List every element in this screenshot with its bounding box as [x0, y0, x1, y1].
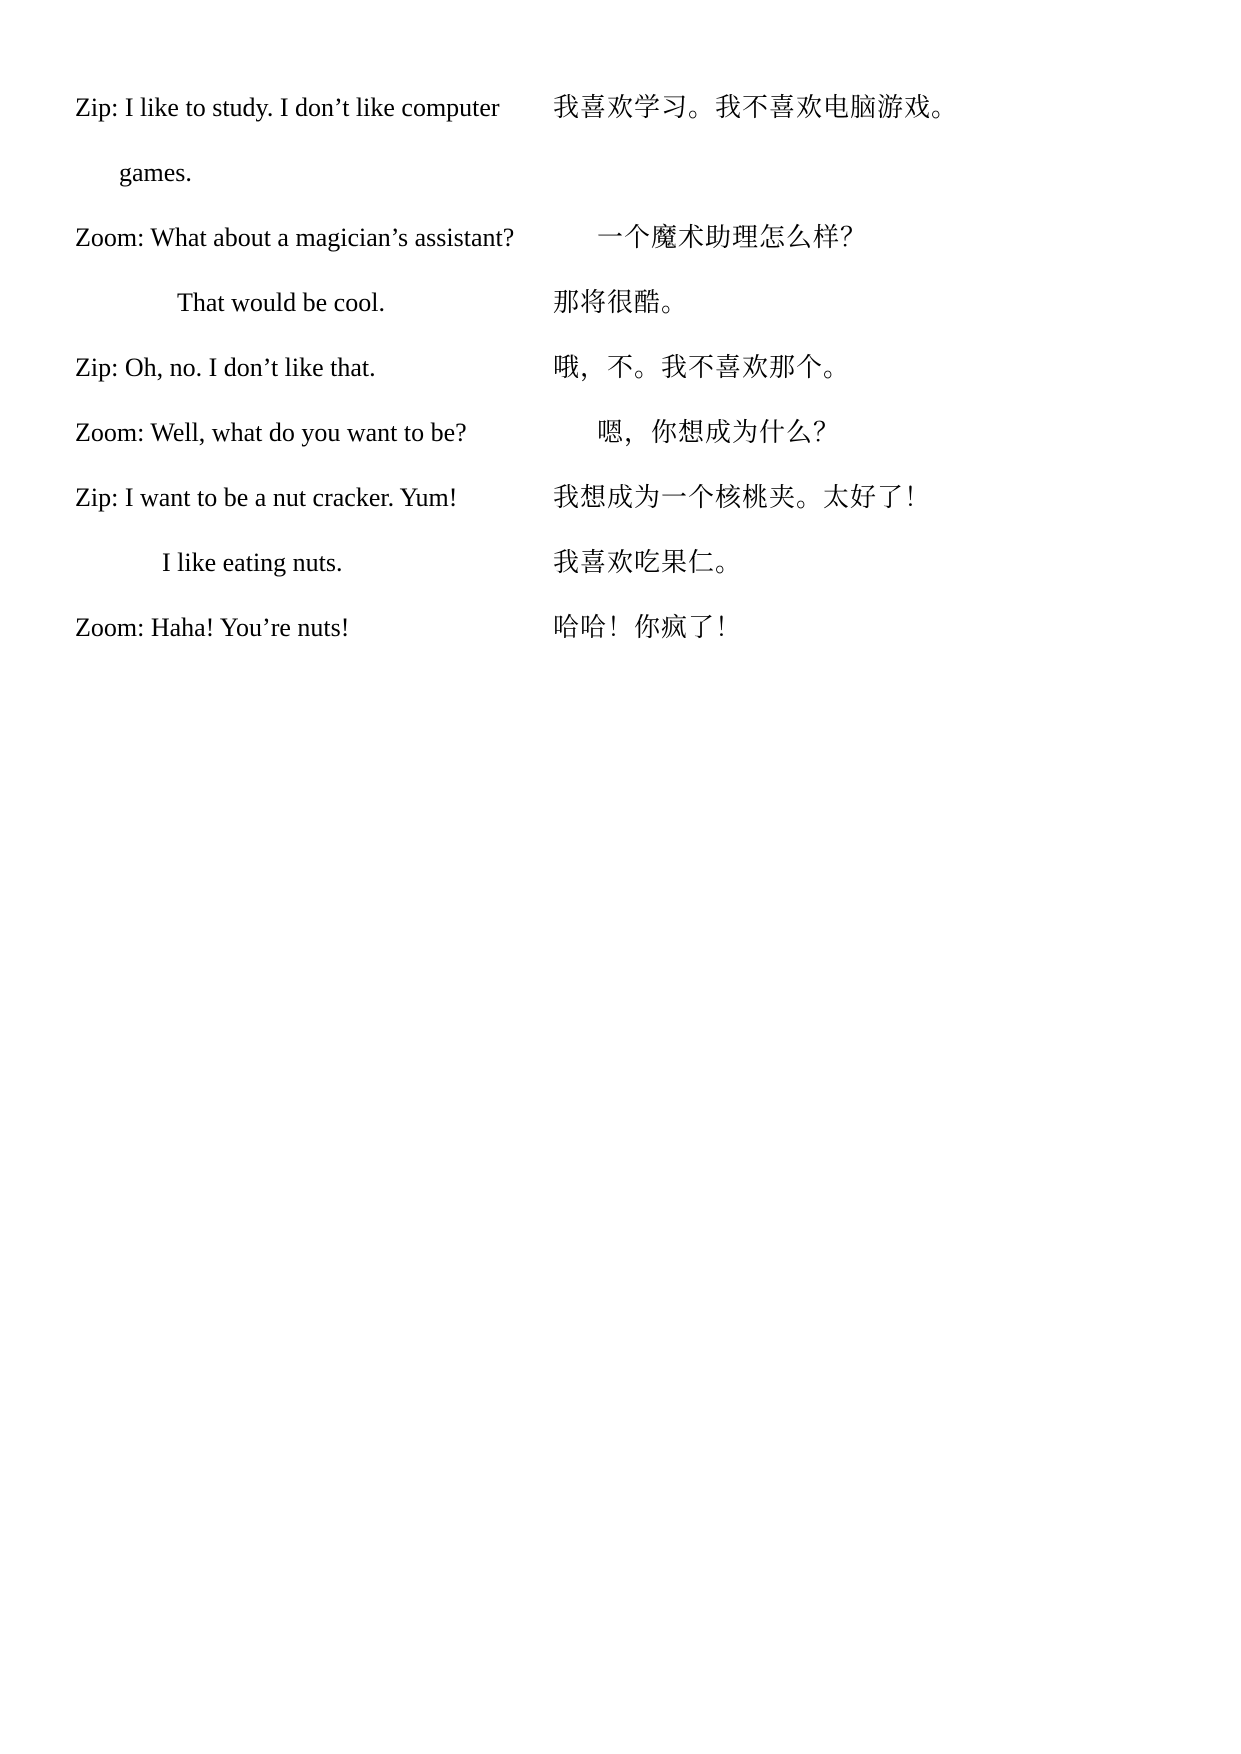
chinese-translation: 哈哈！你疯了！ — [553, 613, 743, 642]
chinese-translation: 我喜欢学习。我不喜欢电脑游戏。 — [553, 93, 959, 122]
english-text: I like eating nuts. — [162, 548, 343, 577]
dialogue-line-1 — [0, 88, 1241, 128]
dialogue-line-4 — [0, 283, 1241, 323]
chinese-translation: 嗯，你想成为什么？ — [597, 418, 841, 447]
english-text: Zoom: Well, what do you want to be? — [75, 418, 467, 447]
dialogue-line-7 — [0, 478, 1241, 518]
chinese-translation: 我想成为一个核桃夹。太好了！ — [553, 483, 932, 512]
english-text: Zoom: Haha! You’re nuts! — [75, 613, 350, 642]
english-text: That would be cool. — [177, 288, 385, 317]
dialogue-line-2 — [0, 153, 1241, 193]
dialogue-line-6 — [0, 413, 1241, 453]
chinese-translation: 我喜欢吃果仁。 — [553, 548, 743, 577]
dialogue-line-8 — [0, 543, 1241, 583]
english-text: games. — [119, 158, 192, 187]
chinese-translation: 哦，不。我不喜欢那个。 — [553, 353, 851, 382]
english-text: Zip: I want to be a nut cracker. Yum! — [75, 483, 458, 512]
dialogue-line-9 — [0, 608, 1241, 648]
dialogue-line-5 — [0, 348, 1241, 388]
chinese-translation: 一个魔术助理怎么样？ — [597, 223, 868, 252]
english-text: Zip: Oh, no. I don’t like that. — [75, 353, 376, 382]
dialogue-line-3 — [0, 218, 1241, 258]
english-text: Zip: I like to study. I don’t like computer — [75, 93, 500, 122]
english-text: Zoom: What about a magician’s assistant? — [75, 223, 515, 252]
chinese-translation: 那将很酷。 — [553, 288, 689, 317]
